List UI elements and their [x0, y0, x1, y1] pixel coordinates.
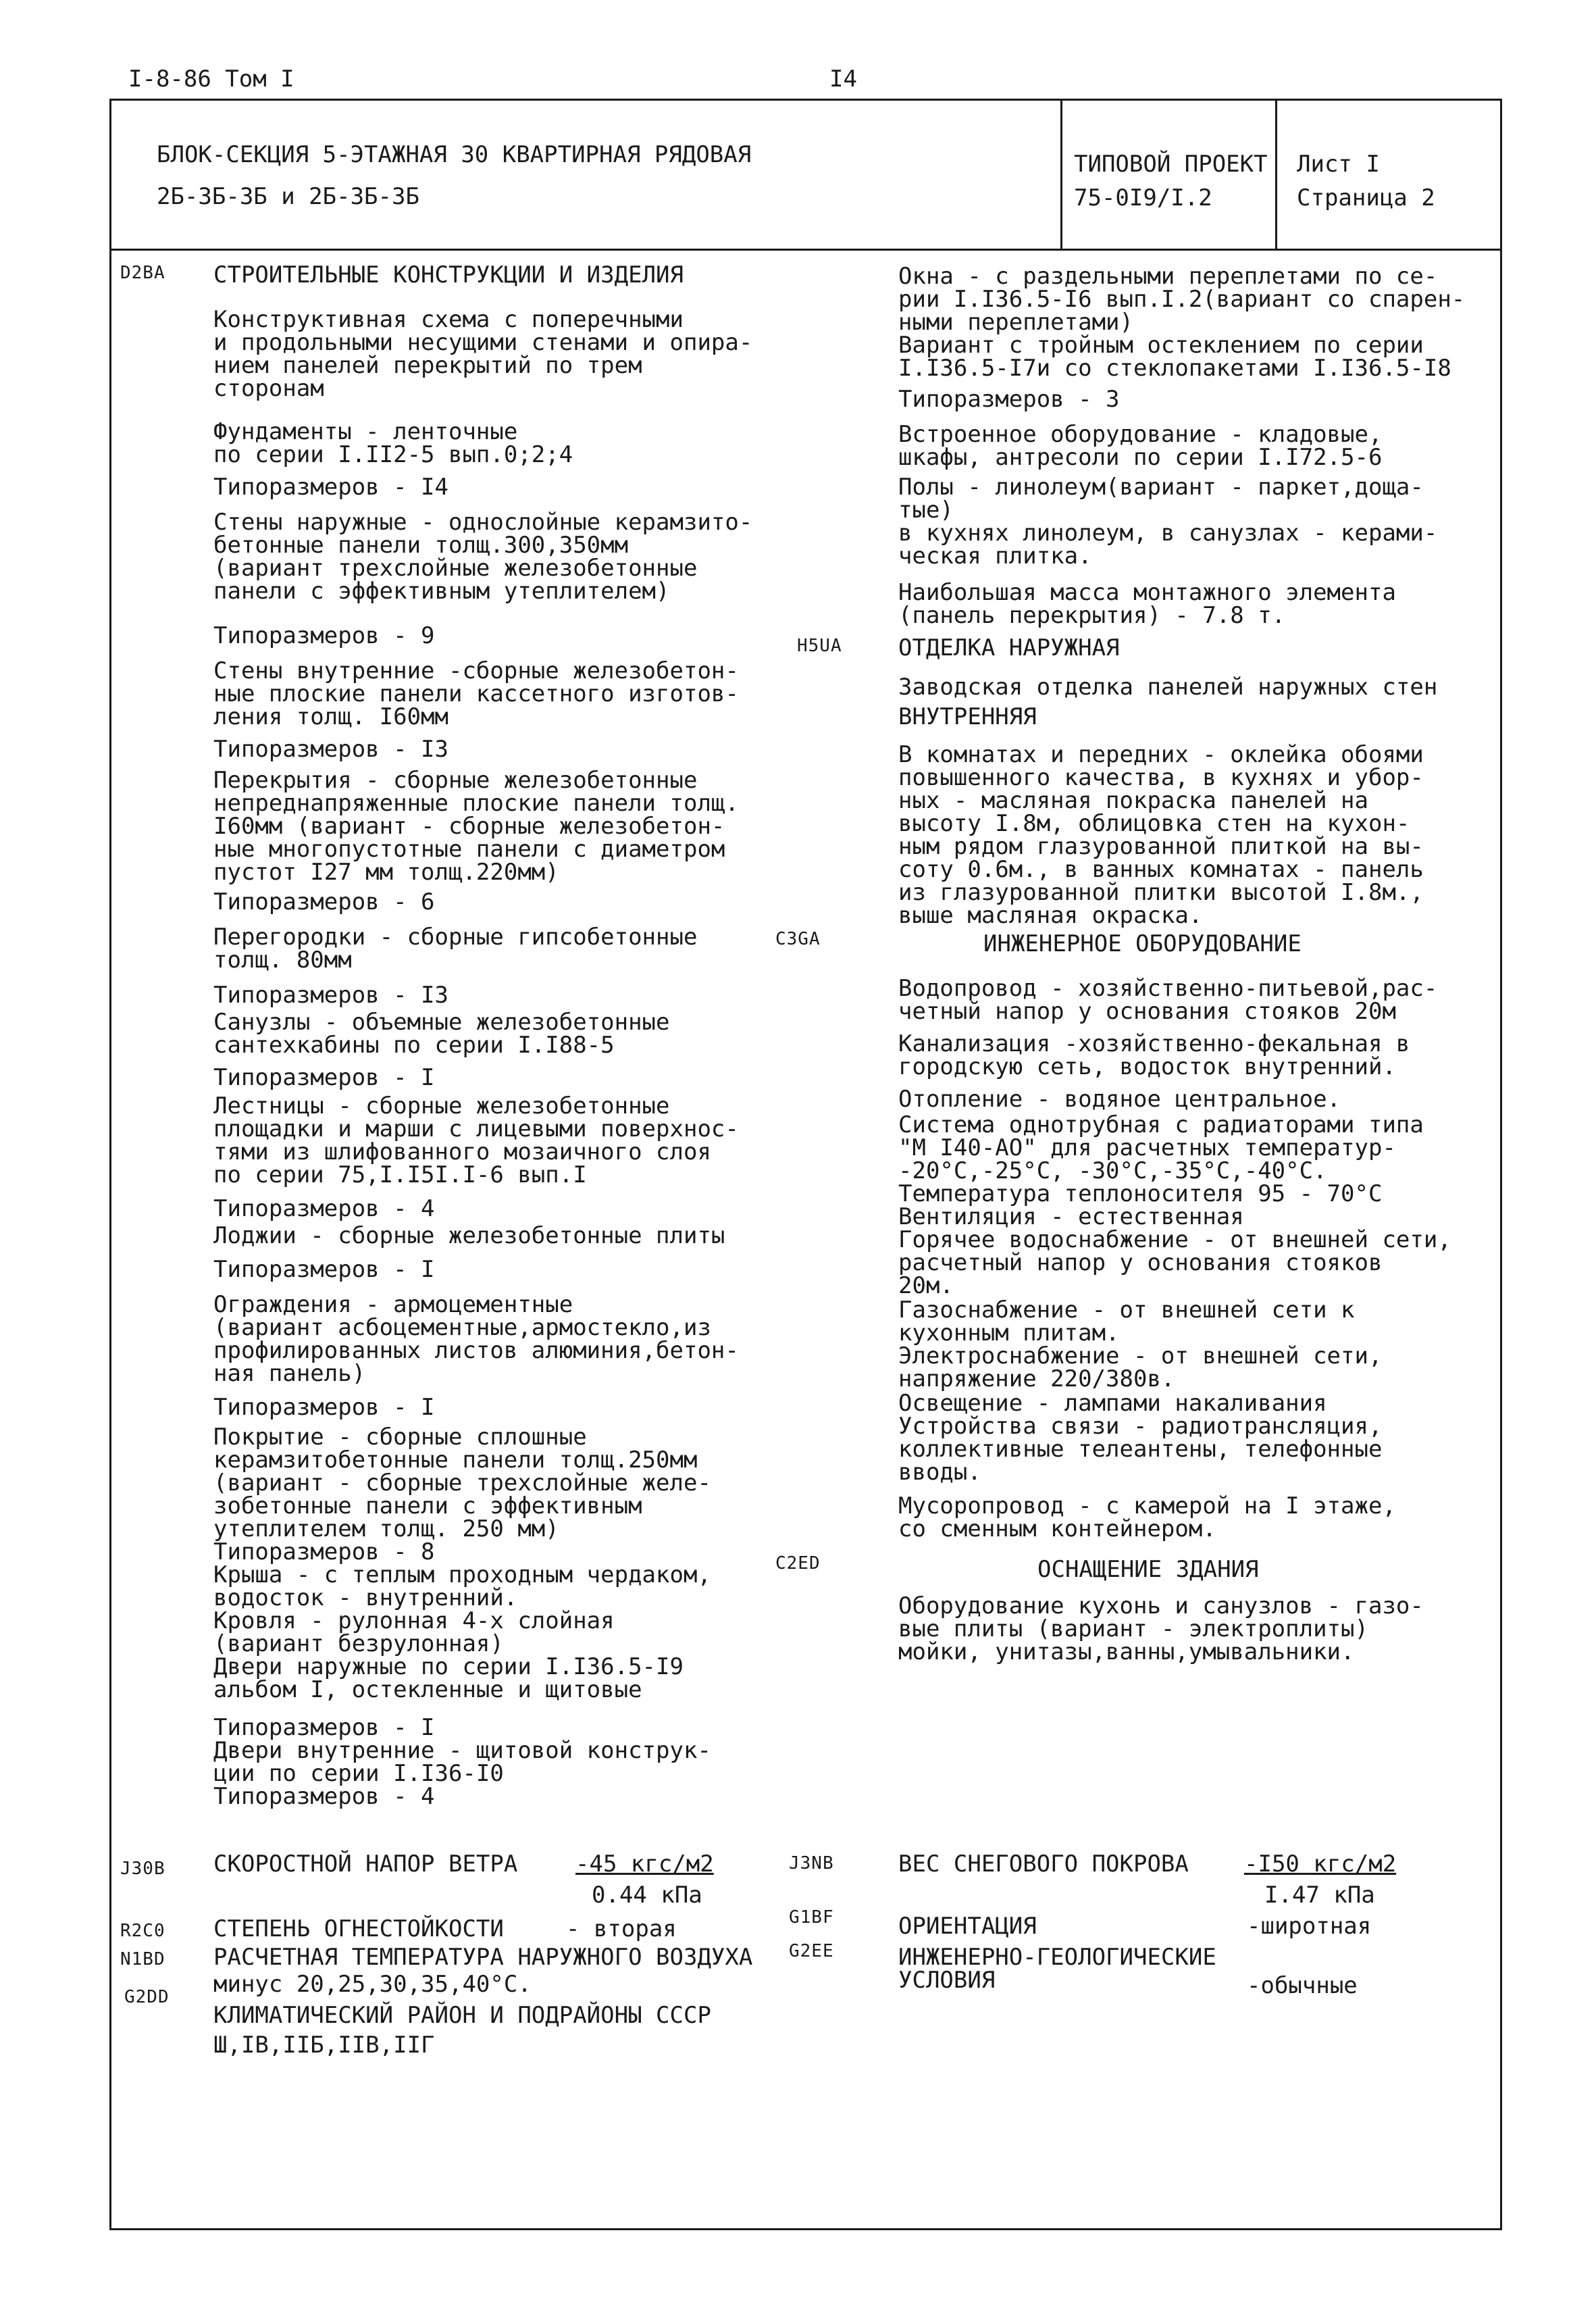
orientation-value: -широтная [1247, 1913, 1372, 1940]
section-heading: ОСНАЩЕНИЕ ЗДАНИЯ [1037, 1556, 1259, 1583]
paragraph: Полы - линолеум(вариант - паркет,доща- тые) в кухнях линолеум, в санузлах - керами- ческая плитка. [898, 474, 1438, 570]
title-vdivider-2 [1275, 99, 1277, 249]
paragraph: Типоразмеров - I [213, 1256, 435, 1283]
outdoor-temperature-label: РАСЧЕТНАЯ ТЕМПЕРАТУРА НАРУЖНОГО ВОЗДУХА [213, 1944, 753, 1971]
paragraph: Типоразмеров - 4 [213, 1195, 435, 1222]
paragraph: Лоджии - сборные железобетонные плиты [213, 1222, 725, 1249]
orientation-label: ОРИЕНТАЦИЯ [898, 1913, 1037, 1940]
project-number: 75-0I9/I.2 [1074, 184, 1212, 211]
paragraph: Типоразмеров - I3 [213, 736, 448, 763]
paragraph: Окна - с раздельными переплетами по се- рии I.I36.5-I6 вып.I.2(вариант со спарен- ными переплетами) Вариант с тройным остеклением по серии I.I36.5-I7и со стеклопакетами I.I36.5-I8 [898, 263, 1466, 382]
snow-load-value: -I50 кгс/м2 [1244, 1851, 1397, 1878]
paragraph: Типоразмеров - 6 [213, 888, 435, 915]
paragraph: Канализация -хозяйственно-фекальная в городскую сеть, водосток внутренний. [898, 1030, 1410, 1080]
section-heading: СТРОИТЕЛЬНЫЕ КОНСТРУКЦИИ И ИЗДЕЛИЯ [213, 261, 684, 288]
margin-code: D2BA [120, 263, 165, 283]
paragraph: Ограждения - армоцементные (вариант асбоцементные,армостекло,из профилированных листов алюминия,бетон- ная панель) [213, 1291, 739, 1387]
margin-code: J3NB [789, 1853, 834, 1873]
climate-region-value: Ш,IВ,IIБ,IIВ,IIГ [213, 2032, 435, 2059]
sheet-label: Лист I [1297, 151, 1380, 178]
climate-region-label: КЛИМАТИЧЕСКИЙ РАЙОН И ПОДРАЙОНЫ СССР [213, 2002, 711, 2029]
paragraph: Оборудование кухонь и санузлов - газо- вые плиты (вариант - электроплиты) мойки, унитазы,ванны,умывальники. [898, 1592, 1424, 1665]
wind-pressure-label: СКОРОСТНОЙ НАПОР ВЕТРА [213, 1851, 518, 1878]
paragraph: Система однотрубная с радиаторами типа "М I40-АО" для расчетных температур- -20°С,-25°С, -30°С,-35°С,-40°С. Температура теплоносителя 95 - 70°С Вентиляция - естественная Горячее водоснабжение - от внешней сети, расчетный напор у основания стояков 20м. [898, 1111, 1451, 1299]
margin-code: N1BD [120, 1949, 165, 1969]
outdoor-temperature-value: минус 20,25,30,35,40°С. [213, 1971, 532, 1998]
paragraph: Освещение - лампами накаливания Устройства связи - радиотрансляция, коллективные телеантены, телефонные вводы. [898, 1390, 1383, 1486]
snow-load-kpa: I.47 кПа [1264, 1882, 1375, 1909]
paragraph: Мусоропровод - с камерой на I этаже, со сменным контейнером. [898, 1492, 1396, 1542]
paragraph: Типоразмеров - I [213, 1394, 435, 1421]
paragraph: Водопровод - хозяйственно-питьевой,рас- четный напор у основания стояков 20м [898, 975, 1438, 1025]
paragraph: Фундаменты - ленточные по серии I.II2-5 вып.0;2;4 [213, 418, 573, 468]
paragraph: Газоснабжение - от внешней сети к кухонным плитам. Электроснабжение - от внешней сети, напряжение 220/380в. [898, 1297, 1383, 1392]
page-number: I4 [829, 66, 857, 93]
geology-label: ИНЖЕНЕРНО-ГЕОЛОГИЧЕСКИЕ УСЛОВИЯ [898, 1944, 1216, 1994]
title-line-2: 2Б-3Б-3Б и 2Б-3Б-3Б [157, 183, 419, 210]
page-label: Страница 2 [1297, 184, 1435, 211]
paragraph: Заводская отделка панелей наружных стен [898, 674, 1438, 701]
margin-code: C2ED [775, 1553, 821, 1574]
fire-resistance-label: СТЕПЕНЬ ОГНЕСТОЙКОСТИ [213, 1915, 504, 1942]
paragraph: Стены наружные - однослойные керамзито- бетонные панели толщ.300,350мм (вариант трехслойные железобетонные панели с эффективным утеплителем) [213, 509, 753, 605]
paragraph: Наибольшая масса монтажного элемента (панель перекрытия) - 7.8 т. [898, 579, 1396, 629]
margin-code: H5UA [797, 636, 842, 656]
paragraph: Конструктивная схема с поперечными и продольными несущими стенами и опира- нием панелей перекрытий по трем сторонам [213, 306, 753, 402]
paragraph: Перекрытия - сборные железобетонные непреднапряженные плоские панели толщ. I60мм (вариант - сборные железобетон- ные многопустотные панели с диаметром пустот I27 мм толщ.220мм) [213, 767, 739, 886]
document-reference: I-8-86 Том I [128, 66, 294, 93]
paragraph: Типоразмеров - I4 [213, 474, 448, 501]
margin-code: G2DD [124, 1987, 170, 2007]
section-heading: ИНЖЕНЕРНОЕ ОБОРУДОВАНИЕ [983, 930, 1302, 957]
paragraph: Встроенное оборудование - кладовые, шкафы, антресоли по серии I.I72.5-6 [898, 421, 1383, 471]
project-label: ТИПОВОЙ ПРОЕКТ [1074, 151, 1268, 178]
paragraph: Отопление - водяное центральное. [898, 1086, 1341, 1113]
wind-pressure-kpa: 0.44 кПа [592, 1882, 702, 1909]
wind-pressure-value: -45 кгс/м2 [575, 1851, 714, 1878]
paragraph: Покрытие - сборные сплошные керамзитобетонные панели толщ.250мм (вариант - сборные трехслойные желе- зобетонные панели с эффективным утеплителем толщ. 250 мм) Типоразмеров - 8 Крыша - с теплым проходным чердаком, водосток - внутренний. Кровля - рулонная 4-х слойная (вариант безрулонная) Двери наружные по серии I.I36.5-I9 альбом I, остекленные и щитовые [213, 1424, 711, 1703]
margin-code: J30B [120, 1859, 165, 1879]
paragraph: Лестницы - сборные железобетонные площадки и марши с лицевыми поверхнос- тями из шлифованного мозаичного слоя по серии 75,I.I5I.I-6 вып.I [213, 1092, 739, 1188]
snow-load-label: ВЕС СНЕГОВОГО ПОКРОВА [898, 1851, 1189, 1878]
paragraph: Стены внутренние -сборные железобетон- ные плоские панели кассетного изготов- ления толщ. I60мм [213, 657, 739, 730]
paragraph: Типоразмеров - I [213, 1064, 435, 1091]
paragraph: Типоразмеров - I3 [213, 982, 448, 1009]
fire-resistance-value: - вторая [566, 1915, 677, 1942]
margin-code: G1BF [789, 1907, 834, 1928]
paragraph: Санузлы - объемные железобетонные сантехкабины по серии I.I88-5 [213, 1009, 670, 1059]
paragraph: Типоразмеров - 9 [213, 622, 435, 649]
title-vdivider-1 [1060, 99, 1062, 249]
title-divider [109, 249, 1502, 251]
margin-code: G2EE [789, 1941, 834, 1961]
paragraph: В комнатах и передних - оклейка обоями повышенного качества, в кухнях и убор- ных - масляная покраска панелей на высоту I.8м, облицовка стен на кухон- ным рядом глазурованной плиткой на вы- соту 0.6м., в ванных комнатах - панель из глазурованной плитки высотой I.8м., выше масляная окраска. [898, 741, 1424, 929]
margin-code: R2C0 [120, 1921, 165, 1941]
section-heading: ОТДЕЛКА НАРУЖНАЯ [898, 634, 1120, 661]
section-heading: ВНУТРЕННЯЯ [898, 703, 1037, 730]
margin-code: C3GA [775, 929, 821, 949]
paragraph: Типоразмеров - 3 [898, 386, 1120, 413]
paragraph: Перегородки - сборные гипсобетонные толщ. 80мм [213, 924, 698, 974]
paragraph: Типоразмеров - I Двери внутренние - щитовой конструк- ции по серии I.I36-I0 Типоразмеров - 4 [213, 1714, 711, 1810]
geology-value: -обычные [1247, 1972, 1358, 1999]
title-line-1: БЛОК-СЕКЦИЯ 5-ЭТАЖНАЯ 30 КВАРТИРНАЯ РЯДОВАЯ [157, 141, 752, 168]
